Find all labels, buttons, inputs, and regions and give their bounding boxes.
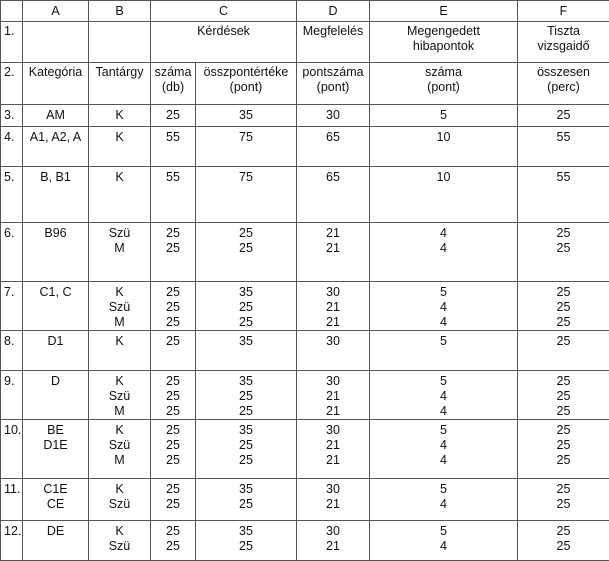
cell-value: 25 — [153, 241, 193, 256]
questions-header: Kérdések — [151, 22, 297, 63]
total-points-cell — [196, 223, 297, 282]
total-points-cell — [196, 105, 297, 127]
cell-value: 25 — [153, 108, 193, 123]
cell-value: K — [91, 130, 148, 145]
question-count-cell — [151, 105, 196, 127]
header-line: összpontértéke — [198, 65, 294, 80]
subject-cell — [89, 167, 151, 223]
header-line: Tiszta — [520, 24, 607, 39]
cell-value: 4 — [372, 404, 515, 419]
total-time-header — [518, 63, 609, 105]
column-letter-d: D — [297, 1, 370, 22]
exam-time-cell — [518, 420, 609, 479]
cell-value: 25 — [198, 300, 294, 315]
category-cell — [23, 223, 89, 282]
question-count-header — [151, 63, 196, 105]
cell-value: 55 — [153, 170, 193, 185]
error-points-cell — [370, 223, 518, 282]
table-row — [1, 521, 609, 561]
category-line: A1, A2, A — [25, 130, 86, 145]
cell-value: 25 — [520, 524, 607, 539]
cell-value: Szü — [91, 389, 148, 404]
cell-value: 5 — [372, 423, 515, 438]
header-row-1 — [1, 22, 609, 63]
total-points-cell — [196, 127, 297, 167]
cell-value: 25 — [520, 334, 607, 349]
cell-value: 25 — [198, 539, 294, 554]
total-points-cell — [196, 420, 297, 479]
pass-points-cell — [297, 127, 370, 167]
cell-value: K — [91, 423, 148, 438]
cell-value: 5 — [372, 524, 515, 539]
table-row — [1, 371, 609, 420]
subject-cell — [89, 479, 151, 521]
category-line: D — [25, 374, 86, 389]
cell-value: 21 — [299, 497, 367, 512]
cell-value: 25 — [198, 404, 294, 419]
category-cell — [23, 127, 89, 167]
cell-value: 25 — [153, 226, 193, 241]
pass-points-cell — [297, 420, 370, 479]
category-line: DE — [25, 524, 86, 539]
cell-value: 25 — [153, 389, 193, 404]
cell-value: 25 — [520, 315, 607, 330]
column-letter-b: B — [89, 1, 151, 22]
category-line: BE — [25, 423, 86, 438]
cell-value: 30 — [299, 423, 367, 438]
cell-value: 21 — [299, 404, 367, 419]
cell-value: 30 — [299, 285, 367, 300]
cell-value: 30 — [299, 374, 367, 389]
exam-time-cell — [518, 127, 609, 167]
cell-value: 25 — [198, 497, 294, 512]
category-line: C1, C — [25, 285, 86, 300]
pass-points-cell — [297, 479, 370, 521]
error-points-cell — [370, 331, 518, 371]
cell-value: 25 — [520, 285, 607, 300]
cell-value: 5 — [372, 482, 515, 497]
cell-value: 30 — [299, 334, 367, 349]
subject-cell — [89, 223, 151, 282]
cell-value: 25 — [153, 300, 193, 315]
question-count-cell — [151, 331, 196, 371]
exam-time-cell — [518, 282, 609, 331]
subject-cell — [89, 331, 151, 371]
subject-cell — [89, 521, 151, 561]
cell-value: Szü — [91, 438, 148, 453]
header-line: (db) — [153, 80, 193, 95]
cell-value: 65 — [299, 130, 367, 145]
category-cell — [23, 331, 89, 371]
cell-value: 25 — [520, 453, 607, 468]
cell-value: 4 — [372, 300, 515, 315]
header-line: (pont) — [198, 80, 294, 95]
subject-cell — [89, 282, 151, 331]
question-count-cell — [151, 420, 196, 479]
exam-time-cell — [518, 479, 609, 521]
cell-value: 25 — [153, 438, 193, 453]
cell-value: 21 — [299, 389, 367, 404]
cell-value: 25 — [520, 438, 607, 453]
cell-value: 25 — [198, 438, 294, 453]
error-points-cell — [370, 167, 518, 223]
cell-value: 4 — [372, 438, 515, 453]
category-line: B, B1 — [25, 170, 86, 185]
category-cell — [23, 521, 89, 561]
exam-time-cell — [518, 371, 609, 420]
cell-value: 25 — [520, 374, 607, 389]
cell-value: 25 — [520, 108, 607, 123]
cell-value: 25 — [153, 404, 193, 419]
cell-value: 35 — [198, 374, 294, 389]
corner-cell — [1, 1, 23, 22]
cell-value: K — [91, 524, 148, 539]
cell-value: K — [91, 374, 148, 389]
row-number: 6. — [1, 223, 23, 282]
table-row — [1, 479, 609, 521]
category-line: D1E — [25, 438, 86, 453]
table-body — [1, 105, 609, 561]
cell-value: 25 — [520, 226, 607, 241]
cell-value: 25 — [153, 315, 193, 330]
total-points-cell — [196, 479, 297, 521]
category-line: AM — [25, 108, 86, 123]
total-points-cell — [196, 331, 297, 371]
category-line: B96 — [25, 226, 86, 241]
cell-value: 25 — [153, 497, 193, 512]
row-number: 2. — [1, 63, 23, 105]
cell-value: Szü — [91, 497, 148, 512]
cell-value: 10 — [372, 170, 515, 185]
header-line: vizsgaidő — [520, 39, 607, 54]
cell-value: M — [91, 241, 148, 256]
table-row — [1, 420, 609, 479]
exam-time-cell — [518, 223, 609, 282]
total-points-header — [196, 63, 297, 105]
column-letter-f: F — [518, 1, 609, 22]
total-points-cell — [196, 282, 297, 331]
subject-cell — [89, 127, 151, 167]
cell-value: 4 — [372, 389, 515, 404]
cell-value: 25 — [198, 389, 294, 404]
cell-value: 30 — [299, 482, 367, 497]
exam-time-cell — [518, 521, 609, 561]
cell-value: 25 — [198, 315, 294, 330]
empty-header-cell — [23, 22, 89, 63]
table-row — [1, 105, 609, 127]
cell-value: 4 — [372, 539, 515, 554]
error-points-cell — [370, 521, 518, 561]
cell-value: M — [91, 315, 148, 330]
cell-value: 55 — [153, 130, 193, 145]
cell-value: M — [91, 404, 148, 419]
row-number: 10. — [1, 420, 23, 479]
cell-value: 75 — [198, 130, 294, 145]
cell-value: 5 — [372, 334, 515, 349]
table-row — [1, 282, 609, 331]
row-number: 9. — [1, 371, 23, 420]
cell-value: Szü — [91, 539, 148, 554]
cell-value: Szü — [91, 226, 148, 241]
cell-value: 5 — [372, 108, 515, 123]
cell-value: 4 — [372, 241, 515, 256]
cell-value: 35 — [198, 524, 294, 539]
category-cell — [23, 420, 89, 479]
subject-cell — [89, 105, 151, 127]
category-line: CE — [25, 497, 86, 512]
error-points-cell — [370, 282, 518, 331]
question-count-cell — [151, 282, 196, 331]
cell-value: 25 — [520, 241, 607, 256]
cell-value: 25 — [153, 539, 193, 554]
cell-value: 75 — [198, 170, 294, 185]
column-letter-a: A — [23, 1, 89, 22]
cell-value: 25 — [520, 539, 607, 554]
header-line: száma — [372, 65, 515, 80]
cell-value: 4 — [372, 315, 515, 330]
question-count-cell — [151, 521, 196, 561]
row-number: 12. — [1, 521, 23, 561]
exam-time-cell — [518, 167, 609, 223]
header-line: hibapontok — [372, 39, 515, 54]
cell-value: K — [91, 108, 148, 123]
pass-header: Megfelelés — [297, 22, 370, 63]
cell-value: 21 — [299, 241, 367, 256]
header-line: (perc) — [520, 80, 607, 95]
pass-points-header — [297, 63, 370, 105]
cell-value: 25 — [198, 453, 294, 468]
pass-points-cell — [297, 371, 370, 420]
cell-value: 4 — [372, 226, 515, 241]
error-points-cell — [370, 105, 518, 127]
cell-value: 21 — [299, 315, 367, 330]
total-points-cell — [196, 167, 297, 223]
header-line: pontszáma — [299, 65, 367, 80]
cell-value: 25 — [153, 453, 193, 468]
allowed-errors-header — [370, 22, 518, 63]
cell-value: 21 — [299, 453, 367, 468]
cell-value: 4 — [372, 497, 515, 512]
row-number: 3. — [1, 105, 23, 127]
cell-value: 10 — [372, 130, 515, 145]
pass-points-cell — [297, 223, 370, 282]
error-points-cell — [370, 371, 518, 420]
header-line: (pont) — [299, 80, 367, 95]
header-line: száma — [153, 65, 193, 80]
cell-value: 25 — [520, 404, 607, 419]
error-points-cell — [370, 127, 518, 167]
error-count-header — [370, 63, 518, 105]
cell-value: 25 — [153, 285, 193, 300]
cell-value: 4 — [372, 453, 515, 468]
exam-time-cell — [518, 331, 609, 371]
total-points-cell — [196, 371, 297, 420]
header-line: Megengedett — [372, 24, 515, 39]
cell-value: Szü — [91, 300, 148, 315]
cell-value: K — [91, 285, 148, 300]
row-number: 1. — [1, 22, 23, 63]
category-cell — [23, 167, 89, 223]
column-letter-e: E — [370, 1, 518, 22]
total-points-cell — [196, 521, 297, 561]
cell-value: 21 — [299, 539, 367, 554]
table-row — [1, 331, 609, 371]
cell-value: 25 — [520, 300, 607, 315]
category-cell — [23, 105, 89, 127]
exam-time-header — [518, 22, 609, 63]
question-count-cell — [151, 223, 196, 282]
cell-value: 25 — [153, 374, 193, 389]
row-number: 4. — [1, 127, 23, 167]
error-points-cell — [370, 479, 518, 521]
row-number: 11. — [1, 479, 23, 521]
cell-value: 21 — [299, 226, 367, 241]
cell-value: 25 — [520, 389, 607, 404]
cell-value: 35 — [198, 108, 294, 123]
cell-value: 55 — [520, 170, 607, 185]
cell-value: 25 — [153, 482, 193, 497]
cell-value: 25 — [520, 497, 607, 512]
category-cell — [23, 371, 89, 420]
cell-value: 25 — [153, 334, 193, 349]
cell-value: K — [91, 334, 148, 349]
cell-value: 30 — [299, 524, 367, 539]
cell-value: 55 — [520, 130, 607, 145]
question-count-cell — [151, 127, 196, 167]
cell-value: 25 — [153, 524, 193, 539]
subject-header: Tantárgy — [89, 63, 151, 105]
cell-value: 25 — [520, 423, 607, 438]
pass-points-cell — [297, 282, 370, 331]
question-count-cell — [151, 371, 196, 420]
cell-value: 5 — [372, 374, 515, 389]
table-row — [1, 223, 609, 282]
cell-value: K — [91, 482, 148, 497]
pass-points-cell — [297, 331, 370, 371]
cell-value: 35 — [198, 482, 294, 497]
error-points-cell — [370, 420, 518, 479]
category-cell — [23, 282, 89, 331]
subject-cell — [89, 371, 151, 420]
category-cell — [23, 479, 89, 521]
cell-value: M — [91, 453, 148, 468]
cell-value: 5 — [372, 285, 515, 300]
header-line: összesen — [520, 65, 607, 80]
table-row — [1, 167, 609, 223]
cell-value: 25 — [198, 241, 294, 256]
question-count-cell — [151, 479, 196, 521]
category-line: C1E — [25, 482, 86, 497]
header-line: (pont) — [372, 80, 515, 95]
subject-cell — [89, 420, 151, 479]
cell-value: 21 — [299, 300, 367, 315]
pass-points-cell — [297, 167, 370, 223]
cell-value: 65 — [299, 170, 367, 185]
cell-value: 35 — [198, 334, 294, 349]
column-letter-row — [1, 1, 609, 22]
cell-value: 25 — [153, 423, 193, 438]
question-count-cell — [151, 167, 196, 223]
table-row — [1, 127, 609, 167]
row-number: 8. — [1, 331, 23, 371]
category-line: D1 — [25, 334, 86, 349]
header-row-2 — [1, 63, 609, 105]
cell-value: 25 — [198, 226, 294, 241]
cell-value: 25 — [520, 482, 607, 497]
cell-value: 30 — [299, 108, 367, 123]
category-header: Kategória — [23, 63, 89, 105]
exam-time-cell — [518, 105, 609, 127]
cell-value: 35 — [198, 423, 294, 438]
empty-header-cell — [89, 22, 151, 63]
cell-value: K — [91, 170, 148, 185]
column-letter-c: C — [151, 1, 297, 22]
pass-points-cell — [297, 521, 370, 561]
cell-value: 21 — [299, 438, 367, 453]
row-number: 5. — [1, 167, 23, 223]
row-number: 7. — [1, 282, 23, 331]
pass-points-cell — [297, 105, 370, 127]
cell-value: 35 — [198, 285, 294, 300]
